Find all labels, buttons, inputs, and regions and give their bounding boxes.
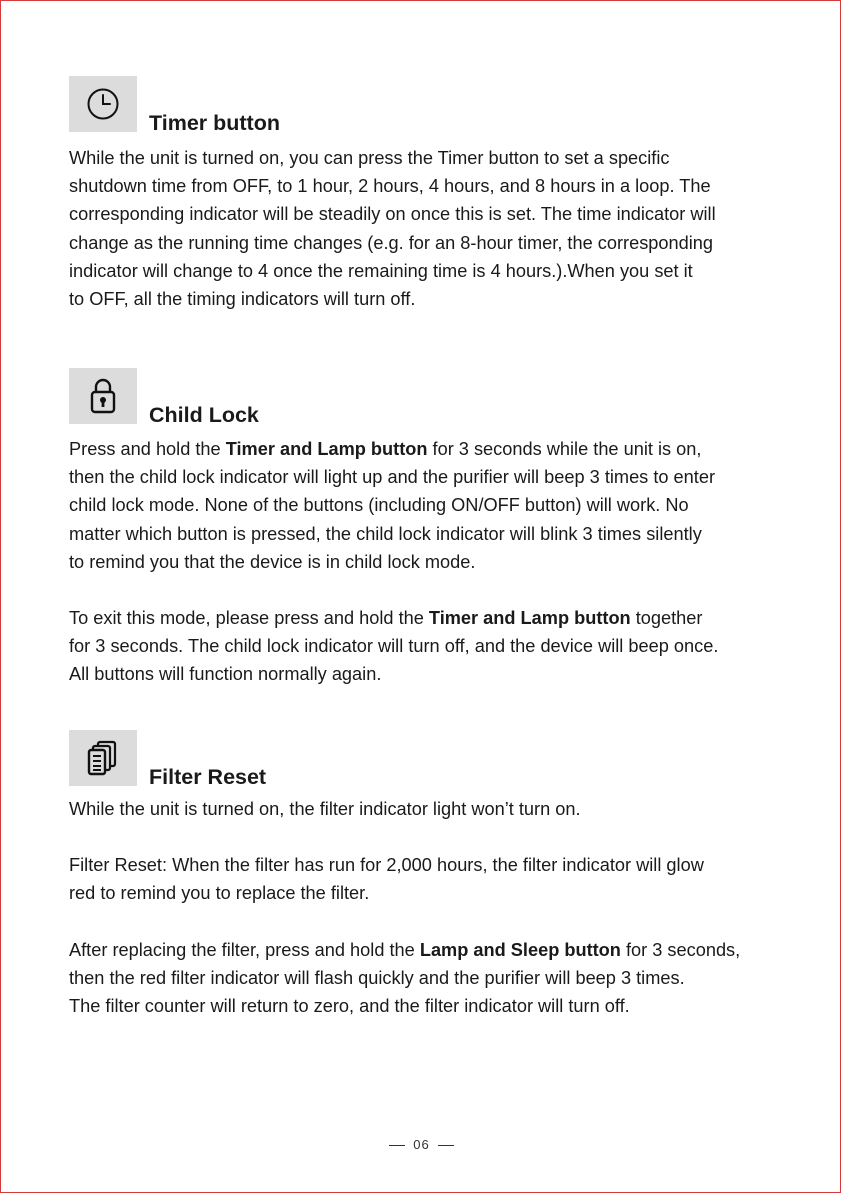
text-line	[69, 229, 779, 257]
paragraph	[69, 604, 779, 689]
child-lock-icon-box	[69, 368, 137, 424]
text-line	[69, 604, 779, 632]
page-footer	[1, 1137, 841, 1152]
text-line	[69, 660, 779, 688]
text-line	[69, 520, 779, 548]
text-line	[69, 992, 779, 1020]
section-body	[69, 795, 779, 1020]
text-line	[69, 936, 779, 964]
text-line	[69, 851, 779, 879]
timer-icon-box	[69, 76, 137, 132]
section-title: Timer button	[149, 111, 280, 135]
text-segment: Press and hold the	[69, 439, 226, 459]
text-line	[69, 548, 779, 576]
text-segment: While the unit is turned on, you can press the Timer button to set a specific	[69, 148, 670, 168]
text-line	[69, 632, 779, 660]
text-segment: red to remind you to replace the filter.	[69, 883, 370, 904]
paragraph	[69, 936, 779, 1021]
text-segment: to remind you that the device is in child lock mode.	[69, 551, 476, 572]
filter-icon	[87, 740, 119, 776]
page-number: 06	[413, 1137, 430, 1152]
lock-icon	[89, 377, 117, 415]
text-segment: To exit this mode, please press and hold the	[69, 608, 429, 629]
paragraph	[69, 795, 779, 823]
bold-text: Lamp and Sleep button	[419, 939, 621, 960]
text-line	[69, 172, 779, 200]
text-line	[69, 435, 779, 463]
text-segment: While the unit is turned on, the filter indicator light won’t turn on.	[69, 799, 581, 819]
footer-dash-left	[389, 1145, 405, 1146]
text-segment: corresponding indicator will be steadily on once this is set. The time indicator will	[69, 204, 716, 225]
filter-reset-icon-box	[69, 730, 137, 786]
section-title: Child Lock	[149, 403, 259, 427]
text-segment: All buttons will function normally again.	[69, 664, 382, 685]
text-segment: for 3 seconds. The child lock indicator will turn off, and the device will beep once.	[69, 636, 719, 657]
text-line	[69, 879, 779, 907]
paragraph	[69, 144, 779, 313]
text-segment: indicator will change to 4 once the remaining time is 4 hours.).When you set it	[69, 260, 693, 281]
section-body	[69, 144, 779, 313]
text-segment: shutdown time from OFF, to 1 hour, 2 hours, 4 hours, and 8 hours in a loop. The	[69, 176, 711, 197]
footer-dash-right	[438, 1145, 454, 1146]
text-line	[69, 144, 779, 172]
text-line	[69, 463, 779, 491]
text-segment: for 3 seconds while the unit is on,	[427, 439, 702, 459]
text-segment: for 3 seconds,	[620, 939, 741, 960]
text-segment: then the child lock indicator will light up and the purifier will beep 3 times to enter	[69, 467, 716, 488]
section-title: Filter Reset	[149, 765, 267, 789]
text-segment: change as the running time changes (e.g. for an 8-hour timer, the corresponding	[69, 232, 714, 253]
text-line	[69, 285, 779, 313]
text-segment: matter which button is pressed, the child lock indicator will blink 3 times silently	[69, 523, 702, 544]
text-segment: to OFF, all the timing indicators will turn off.	[69, 289, 416, 310]
text-segment: After replacing the filter, press and hold the	[69, 939, 420, 960]
text-segment: The filter counter will return to zero, and the filter indicator will turn off.	[69, 996, 630, 1017]
text-segment: Filter Reset: When the filter has run for 2,000 hours, the filter indicator will glow	[69, 855, 704, 876]
bold-text: Timer and Lamp button	[225, 439, 428, 459]
paragraph	[69, 851, 779, 907]
text-segment: then the red filter indicator will flash quickly and the purifier will beep 3 times.	[69, 967, 685, 988]
text-line	[69, 257, 779, 285]
text-segment: together	[630, 608, 703, 629]
text-segment: child lock mode. None of the buttons (including ON/OFF button) will work. No	[69, 495, 689, 516]
bold-text: Timer and Lamp button	[428, 608, 631, 629]
text-line	[69, 200, 779, 228]
clock-icon	[86, 87, 120, 121]
text-line	[69, 491, 779, 519]
text-line	[69, 795, 779, 823]
paragraph	[69, 435, 779, 576]
section-body	[69, 435, 779, 689]
text-line	[69, 964, 779, 992]
